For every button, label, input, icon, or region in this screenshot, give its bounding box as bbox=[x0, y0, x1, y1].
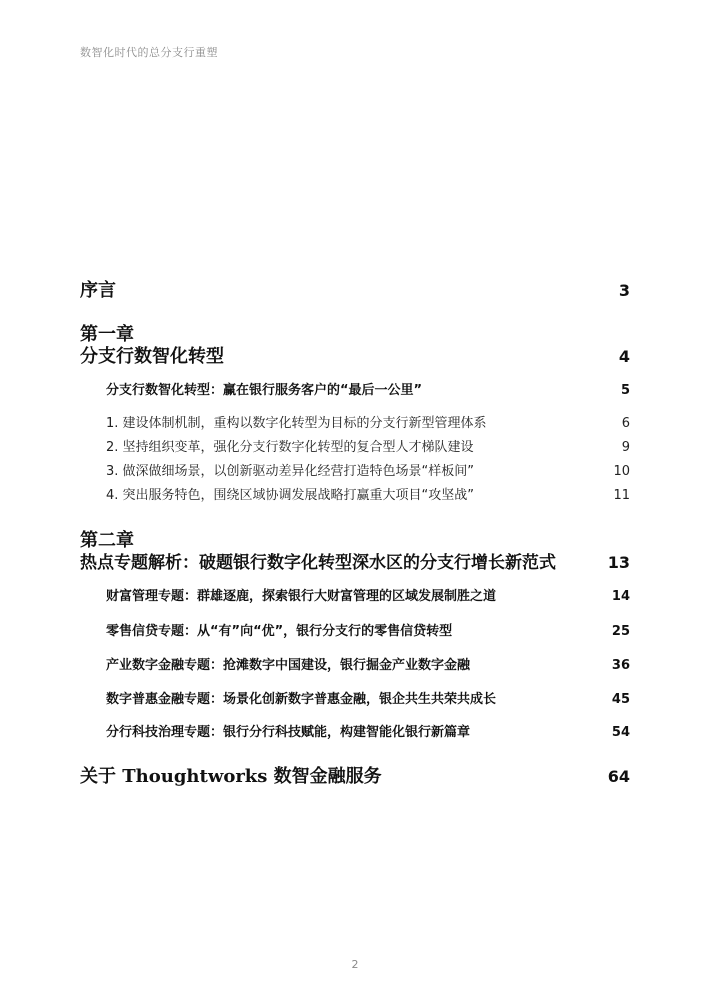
toc-section[interactable] bbox=[106, 721, 630, 740]
toc-section-chapter1[interactable] bbox=[106, 379, 630, 398]
toc-item[interactable] bbox=[106, 484, 630, 503]
toc-entry-page: 54 bbox=[611, 725, 630, 740]
toc-entry-page: 10 bbox=[613, 464, 630, 479]
toc-entry-title: 产业数字金融专题：抢滩数字中国建设，银行掘金产业数字金融 bbox=[106, 658, 471, 673]
toc-entry-title: 分行科技治理专题：银行分行科技赋能，构建智能化银行新篇章 bbox=[106, 725, 471, 740]
toc-entry-title: 序言 bbox=[80, 280, 116, 301]
toc-entry-page: 5 bbox=[620, 383, 630, 398]
toc-entry-page: 36 bbox=[611, 658, 630, 673]
toc-entry-page: 45 bbox=[611, 692, 630, 707]
toc-entry-page: 25 bbox=[611, 624, 630, 639]
toc-entry-title: 零售信贷专题：从“有”向“优”，银行分支行的零售信贷转型 bbox=[106, 624, 453, 639]
toc-entry-page: 4 bbox=[618, 347, 630, 366]
toc-entry-page: 3 bbox=[618, 281, 630, 300]
toc-entry-title: 分支行数智化转型 bbox=[80, 346, 224, 367]
page-number: 2 bbox=[351, 958, 359, 971]
toc-item[interactable] bbox=[106, 436, 630, 455]
toc-entry-title: 热点专题解析：破题银行数字化转型深水区的分支行增长新范式 bbox=[80, 553, 556, 573]
toc-entry-title: 数字普惠金融专题：场景化创新数字普惠金融，银企共生共荣共成长 bbox=[106, 692, 497, 707]
toc-item[interactable] bbox=[106, 460, 630, 479]
toc-entry-title: 4. 突出服务特色，围绕区域协调发展战略打赢重大项目“攻坚战” bbox=[106, 488, 475, 503]
toc-entry-page: 14 bbox=[611, 589, 630, 604]
toc-entry-chapter2[interactable] bbox=[80, 548, 630, 573]
toc-section[interactable] bbox=[106, 585, 630, 604]
toc-entry-title: 2. 坚持组织变革，强化分支行数字化转型的复合型人才梯队建设 bbox=[106, 440, 474, 455]
toc-entry-title: 1. 建设体制机制，重构以数字化转型为目标的分支行新型管理体系 bbox=[106, 416, 487, 431]
toc-section[interactable] bbox=[106, 688, 630, 707]
toc-entry-title: 关于 Thoughtworks 数智金融服务 bbox=[80, 766, 382, 787]
toc-entry-title: 财富管理专题：群雄逐鹿，探索银行大财富管理的区域发展制胜之道 bbox=[106, 589, 497, 604]
toc-section[interactable] bbox=[106, 620, 630, 639]
toc-entry-chapter1[interactable] bbox=[80, 342, 630, 368]
toc-entry-page: 6 bbox=[621, 416, 630, 431]
toc-entry-preface[interactable] bbox=[80, 276, 630, 302]
running-header: 数智化时代的总分支行重塑 bbox=[80, 46, 218, 59]
toc-section[interactable] bbox=[106, 654, 630, 673]
toc-entry-page: 13 bbox=[607, 553, 630, 572]
chapter2-label: 第二章 bbox=[80, 530, 134, 551]
toc-entry-page: 64 bbox=[607, 767, 630, 786]
chapter1-label: 第一章 bbox=[80, 324, 134, 345]
toc-entry-title: 3. 做深做细场景，以创新驱动差异化经营打造特色场景“样板间” bbox=[106, 464, 475, 479]
toc-entry-page: 11 bbox=[613, 488, 630, 503]
toc-entry-title: 分支行数智化转型：赢在银行服务客户的“最后一公里” bbox=[106, 383, 423, 398]
toc-item[interactable] bbox=[106, 412, 630, 431]
toc-entry-about[interactable] bbox=[80, 762, 630, 788]
toc-entry-page: 9 bbox=[621, 440, 630, 455]
